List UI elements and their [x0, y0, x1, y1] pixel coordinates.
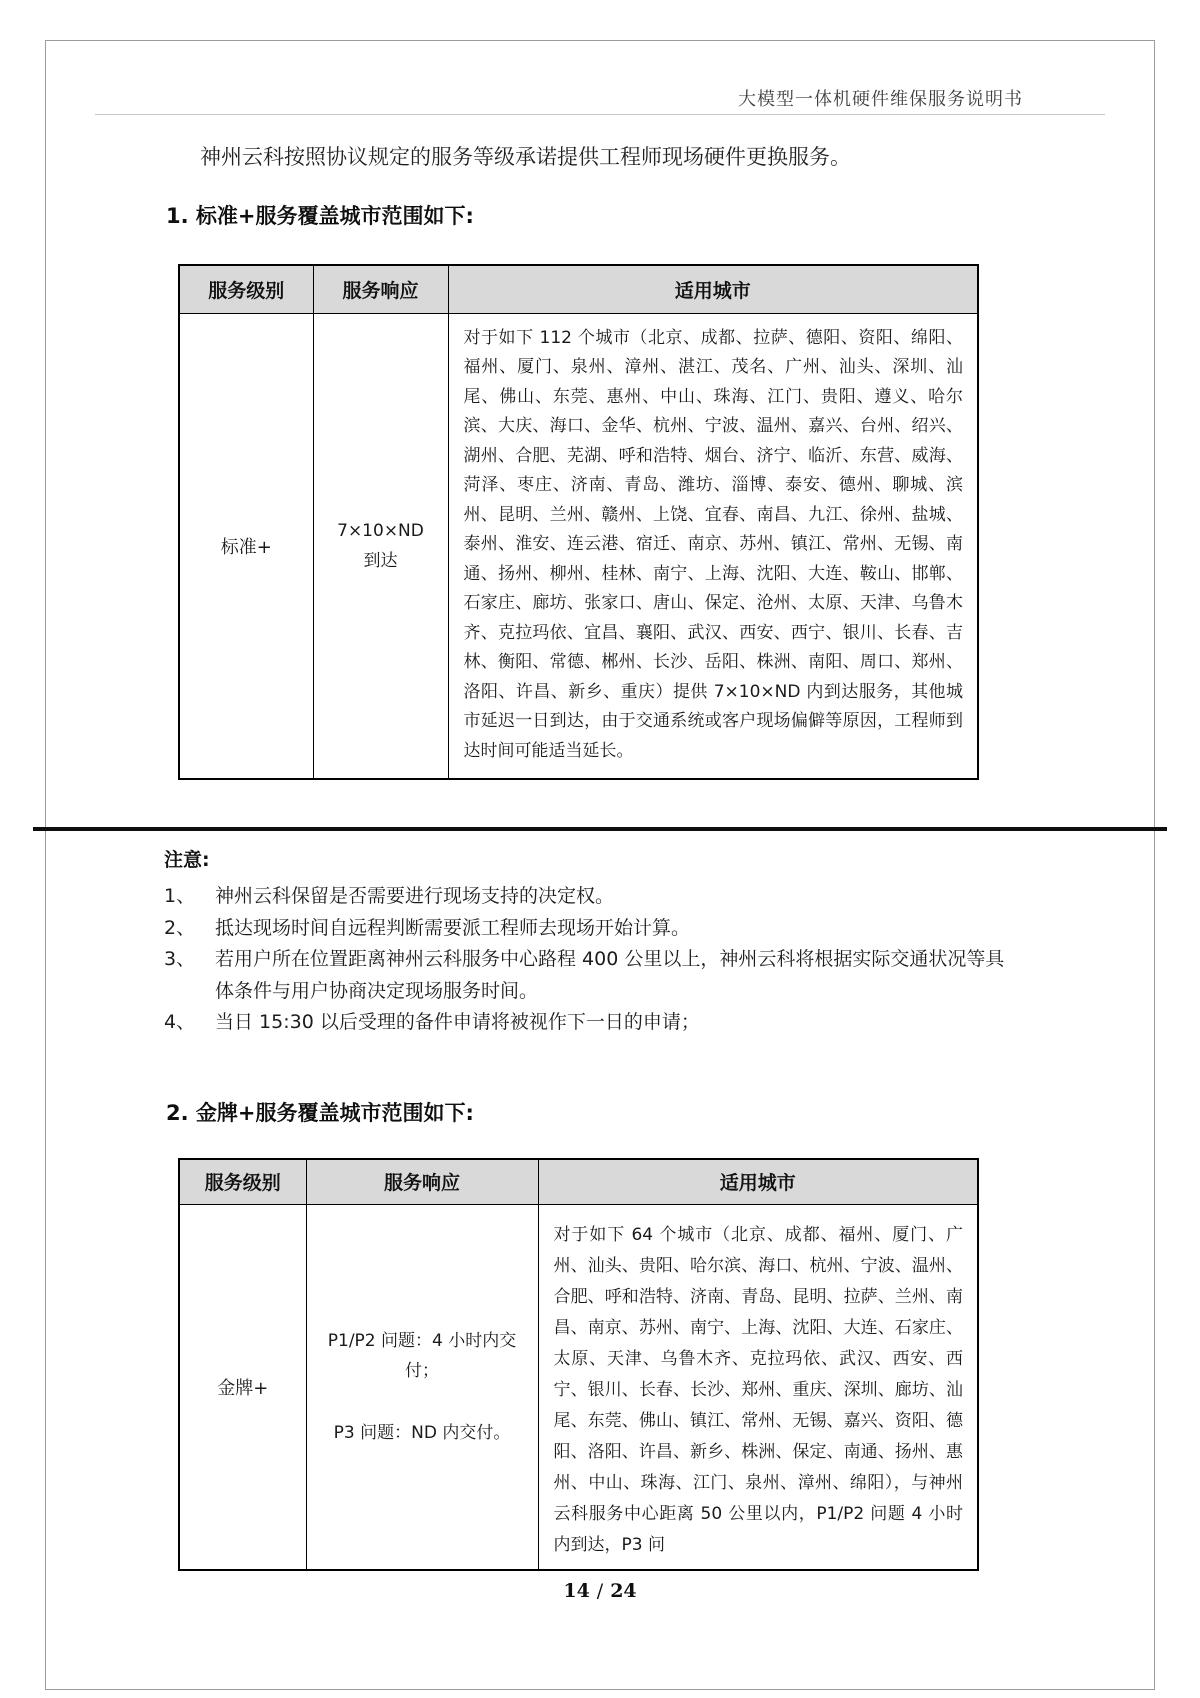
table-header-row — [179, 265, 978, 313]
service-level-cell: 标准+ — [179, 313, 313, 779]
response-line: 到达 — [363, 550, 398, 571]
note-number: 3、 — [164, 948, 196, 970]
intro-paragraph: 神州云科按照协议规定的服务等级承诺提供工程师现场硬件更换服务。 — [200, 145, 851, 169]
notes-label: 注意: — [164, 849, 210, 871]
response-paragraph: P3 问题：ND 内交付。 — [333, 1422, 511, 1443]
note-number: 1、 — [164, 885, 196, 907]
column-header-applicable-cities: 适用城市 — [538, 1159, 978, 1204]
note-item — [164, 881, 1010, 913]
notes-section — [164, 845, 1010, 1039]
note-number: 2、 — [164, 916, 196, 939]
page-number-total: 24 — [610, 1580, 637, 1602]
applicable-cities-cell: 对于如下 112 个城市（北京、成都、拉萨、德阳、资阳、绵阳、福州、厦门、泉州、漳州、湛江、茂名、广州、汕头、深圳、汕尾、佛山、东莞、惠州、中山、珠海、江门、贵阳、遵义、哈尔滨、大庆、海口、金华、杭州、宁波、温州、嘉兴、台州、绍兴、湖州、合肥、芜湖、呼和浩特、烟台、济宁、临沂、东营、威海、菏泽、枣庄、济南、青岛、潍坊、淄博、泰安、德州、聊城、滨州、昆明、兰州、赣州、上饶、宜春、南昌、九江、徐州、盐城、泰州、淮安、连云港、宿迁、南京、苏州、镇江、常州、无锡、南通、扬州、柳州、桂林、南宁、上海、沈阳、大连、鞍山、邯郸、石家庄、廊坊、张家口、唐山、保定、沧州、太原、天津、乌鲁木齐、克拉玛依、宜昌、襄阳、武汉、西安、西宁、银川、长春、吉林、衡阳、常德、郴州、长沙、岳阳、株洲、南阳、周口、郑州、洛阳、许昌、新乡、重庆）提供 7×10×ND 内到达服务，其他城市延迟一日到达，由于交通系统或客户现场偏僻等原因，工程师到达时间可能适当延长。 — [448, 313, 978, 779]
table-row — [179, 1204, 978, 1570]
section1-heading: 1. 标准+服务覆盖城市范围如下: — [166, 204, 474, 228]
page-number-separator: / — [596, 1580, 604, 1602]
service-level-cell: 金牌+ — [179, 1204, 306, 1570]
note-text: 若用户所在位置距离神州云科服务中心路程 400 公里以上，神州云科将根据实际交通状况等具体条件与用户协商决定现场服务时间。 — [215, 948, 1005, 1002]
response-paragraph: P1/P2 问题：4 小时内交付； — [327, 1330, 517, 1381]
note-item — [164, 944, 1010, 1007]
page-number-current: 14 — [563, 1580, 590, 1602]
service-response-cell — [306, 1204, 538, 1570]
gold-service-table — [178, 1158, 979, 1571]
section2-heading: 2. 金牌+服务覆盖城市范围如下: — [166, 1101, 474, 1125]
section-divider-rule — [33, 827, 1167, 831]
applicable-cities-cell: 对于如下 64 个城市（北京、成都、福州、厦门、广州、汕头、贵阳、哈尔滨、海口、杭州、宁波、温州、合肥、呼和浩特、济南、青岛、昆明、拉萨、兰州、南昌、南京、苏州、南宁、上海、沈阳、大连、石家庄、太原、天津、乌鲁木齐、克拉玛依、武汉、西安、西宁、银川、长春、长沙、郑州、重庆、深圳、廊坊、汕尾、东莞、佛山、镇江、常州、无锡、嘉兴、资阳、德阳、洛阳、许昌、新乡、株洲、保定、南通、扬州、惠州、中山、珠海、江门、泉州、漳州、绵阳），与神州云科服务中心距离 50 公里以内，P1/P2 问题 4 小时内到达，P3 问 — [538, 1204, 978, 1570]
note-number: 4、 — [164, 1011, 196, 1033]
header-divider — [95, 114, 1105, 115]
note-text: 神州云科保留是否需要进行现场支持的决定权。 — [215, 885, 615, 907]
column-header-service-level: 服务级别 — [179, 265, 313, 313]
standard-service-table — [178, 264, 979, 780]
document-header-title: 大模型一体机硬件维保服务说明书 — [738, 89, 1023, 110]
response-line: 7×10×ND — [337, 520, 424, 541]
page-footer — [0, 1580, 1200, 1602]
table-row — [179, 313, 978, 779]
table-header-row — [179, 1159, 978, 1204]
note-item — [164, 913, 1010, 945]
note-item — [164, 1007, 1010, 1039]
note-text: 抵达现场时间自远程判断需要派工程师去现场开始计算。 — [215, 916, 691, 939]
service-response-cell — [313, 313, 448, 779]
column-header-service-response: 服务响应 — [313, 265, 448, 313]
note-text: 当日 15:30 以后受理的备件申请将被视作下一日的申请； — [215, 1011, 700, 1033]
notes-list — [164, 881, 1010, 1039]
column-header-applicable-cities: 适用城市 — [448, 265, 978, 313]
column-header-service-response: 服务响应 — [306, 1159, 538, 1204]
column-header-service-level: 服务级别 — [179, 1159, 306, 1204]
